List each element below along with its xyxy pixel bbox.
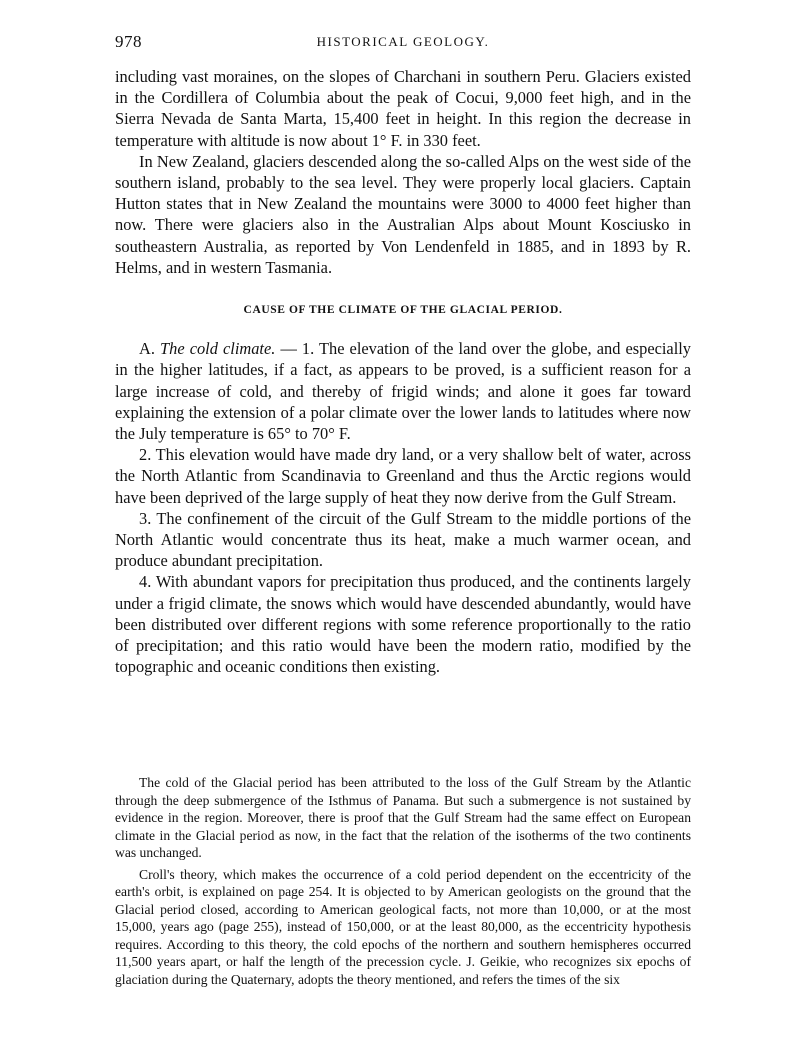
paragraph-point-3: 3. The confinement of the circuit of the Gulf Stream to the middle portions of the North Atlantic would concentrate thus its heat, make a much warmer ocean, and produce abundant precipitation. (115, 508, 691, 571)
subsection-title: The cold climate. (160, 339, 276, 359)
paragraph-glaciers-south-america: including vast moraines, on the slopes of Charchani in southern Peru. Glaciers existed in the Cordillera of Columbia about the peak of Cocui, 9,000 feet high, and in the Sierra Nevada de Santa Marta, 15,400 feet in height. In this region the decrease in temperature with altitude is now about 1° F. in 330 feet. (115, 67, 691, 150)
small-print-notes (115, 774, 691, 993)
paragraph-cold-climate-text: — 1. The elevation of the land over the globe, and especially in the higher latitudes, if a fact, as appears to be proved, is a sufficient reason for a large increase of cold, and thereby of frigid winds; and alone it goes far toward explaining the extension of a polar climate over the lower lands to latitudes where now the July temperature is 65° to 70° F. (115, 339, 692, 444)
paragraph-cold-climate (115, 338, 691, 444)
running-head: HISTORICAL GEOLOGY. (316, 34, 490, 49)
paragraph-point-2: 2. This elevation would have made dry land, or a very shallow belt of water, across the North Atlantic from Scandinavia to Greenland and thus the Arctic regions would have been deprived of the large supply of heat they now derive from the Gulf Stream. (115, 445, 691, 507)
page-number: 978 (115, 32, 142, 51)
paragraph-point-4: 4. With abundant vapors for precipitation thus produced, and the continents largely under a frigid climate, the snows which would have descended abundantly, would have been distributed over different regions with some reference proportionally to the ratio of precipitation; and this ratio would have been the modern ratio, modified by the topographic and oceanic conditions then existing. (115, 572, 691, 677)
section-label: A. (139, 339, 155, 359)
paragraph-new-zealand: In New Zealand, glaciers descended along the so-called Alps on the west side of the southern island, probably to the sea level. They were properly local glaciers. Captain Hutton states that in New Zealand the mountains were 3000 to 4000 feet higher than now. There were glaciers also in the Australian Alps about Mount Kosciusko in southeastern Australia, as reported by Von Lendenfeld in 1885, and in 1893 by R. Helms, and in western Tasmania. (115, 151, 691, 277)
note-croll-theory: Croll's theory, which makes the occurrence of a cold period dependent on the eccentricity of the earth's orbit, is explained on page 254. It is objected to by American geologists on the ground that the Glacial period closed, according to American geological facts, not more than 10,000, or at the most 15,000, years ago (page 255), instead of 150,000, or at the least 80,000, as the eccentricity hypothesis requires. According to this theory, the cold epochs of the northern and southern hemispheres occurred 11,500 years apart, or half the length of the precession cycle. J. Geikie, who recognizes six epochs of glaciation during the Quaternary, adopts the theory mentioned, and refers the times of the six (115, 866, 691, 988)
page-header (115, 32, 691, 54)
main-text (115, 66, 691, 677)
section-heading: CAUSE OF THE CLIMATE OF THE GLACIAL PERIOD. (243, 304, 563, 317)
note-gulf-stream: The cold of the Glacial period has been attributed to the loss of the Gulf Stream by the Atlantic through the deep submergence of the Isthmus of Panama. But such a submergence is not sustained by evidence in the region. Moreover, there is proof that the Gulf Stream had the same effect on European climate in the Glacial period as now, in the fact that the relation of the isotherms of the two continents was unchanged. (115, 775, 691, 861)
